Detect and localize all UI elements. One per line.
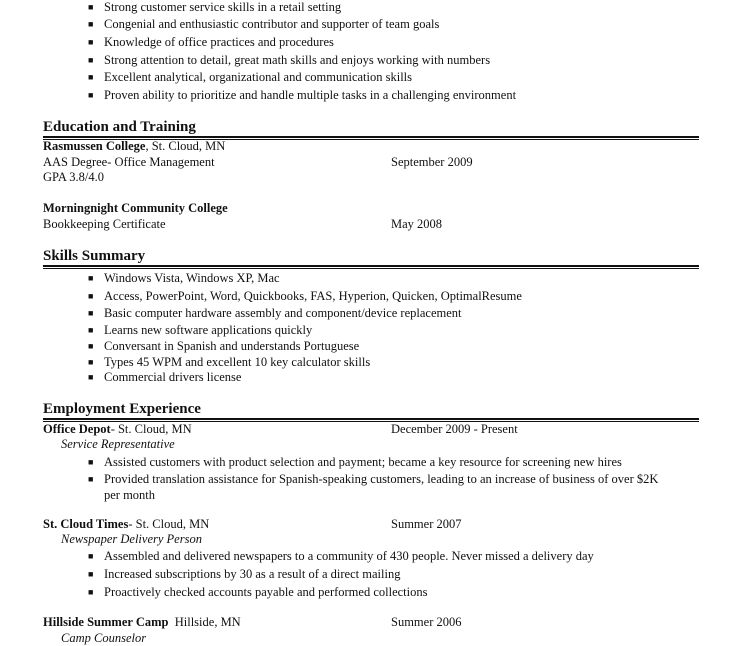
job-date: Summer 2007 [391,517,462,531]
employer-location: - St. Cloud, MN [110,422,192,436]
bullet-icon: ■ [88,308,94,318]
list-item: Basic computer hardware assembly and component/device replacement [104,306,462,320]
degree: AAS Degree- Office Management [43,155,215,169]
employment-heading: Employment Experience [43,401,201,417]
bullet-icon: ■ [88,37,94,47]
list-item: Learns new software applications quickly [104,323,313,337]
list-item: Congenial and enthusiastic contributor and supporter of team goals [104,17,440,31]
school-name: Morningnight Community College [43,201,228,215]
list-item: Windows Vista, Windows XP, Mac [104,271,280,285]
bullet-icon: ■ [88,90,94,100]
degree-date: September 2009 [391,155,473,169]
job-line [43,422,192,437]
bullet-icon: ■ [88,551,94,561]
list-item: Access, PowerPoint, Word, Quickbooks, FAS, Hyperion, Quicken, OptimalResume [104,289,522,303]
employer-location: - St. Cloud, MN [128,517,210,531]
list-item: Assisted customers with product selection and payment; became a key resource for screening new hires [104,455,622,469]
job-title: Newspaper Delivery Person [61,532,202,546]
list-item: Assembled and delivered newspapers to a community of 430 people. Never missed a delivery day [104,549,594,563]
list-item: Commercial drivers license [104,370,242,384]
list-item: Conversant in Spanish and understands Portuguese [104,339,360,353]
bullet-icon: ■ [88,474,94,484]
job-title: Service Representative [61,437,175,451]
list-item: Proactively checked accounts payable and performed collections [104,585,428,599]
job-line [43,615,241,630]
list-item: Increased subscriptions by 30 as a result of a direct mailing [104,567,401,581]
degree: Bookkeeping Certificate [43,217,166,231]
school-location: , St. Cloud, MN [145,139,226,153]
bullet-icon: ■ [88,587,94,597]
job-date: Summer 2006 [391,615,462,629]
bullet-icon: ■ [88,2,94,12]
bullet-icon: ■ [88,372,94,382]
education-heading: Education and Training [43,119,196,135]
job-date: December 2009 - Present [391,422,518,436]
gpa: GPA 3.8/4.0 [43,170,105,184]
bullet-icon: ■ [88,19,94,29]
job-title: Camp Counselor [61,631,147,645]
employer-location: Hillside, MN [168,615,241,629]
section-divider [43,265,699,269]
bullet-icon: ■ [88,569,94,579]
list-item: Strong customer service skills in a retail setting [104,0,342,14]
list-item: Proven ability to prioritize and handle multiple tasks in a challenging environment [104,88,517,102]
bullet-icon: ■ [88,457,94,467]
employer-name: St. Cloud Times [43,517,129,531]
bullet-icon: ■ [88,357,94,367]
school-line [43,139,225,154]
school-name: Rasmussen College [43,139,146,153]
bullet-icon: ■ [88,55,94,65]
employer-name: Hillside Summer Camp [43,615,169,629]
skills-heading: Skills Summary [43,248,146,264]
list-item: Excellent analytical, organizational and communication skills [104,70,413,84]
job-line [43,517,209,532]
list-item: Knowledge of office practices and procedures [104,35,334,49]
list-item: Provided translation assistance for Spanish-speaking customers, leading to an increase of business of over $2K [104,472,659,486]
degree-date: May 2008 [391,217,443,231]
list-item: Strong attention to detail, great math skills and enjoys working with numbers [104,53,491,67]
bullet-icon: ■ [88,273,94,283]
list-item-continuation: per month [104,488,156,502]
bullet-icon: ■ [88,341,94,351]
employer-name: Office Depot [43,422,111,436]
bullet-icon: ■ [88,291,94,301]
bullet-icon: ■ [88,72,94,82]
list-item: Types 45 WPM and excellent 10 key calculator skills [104,355,371,369]
bullet-icon: ■ [88,325,94,335]
